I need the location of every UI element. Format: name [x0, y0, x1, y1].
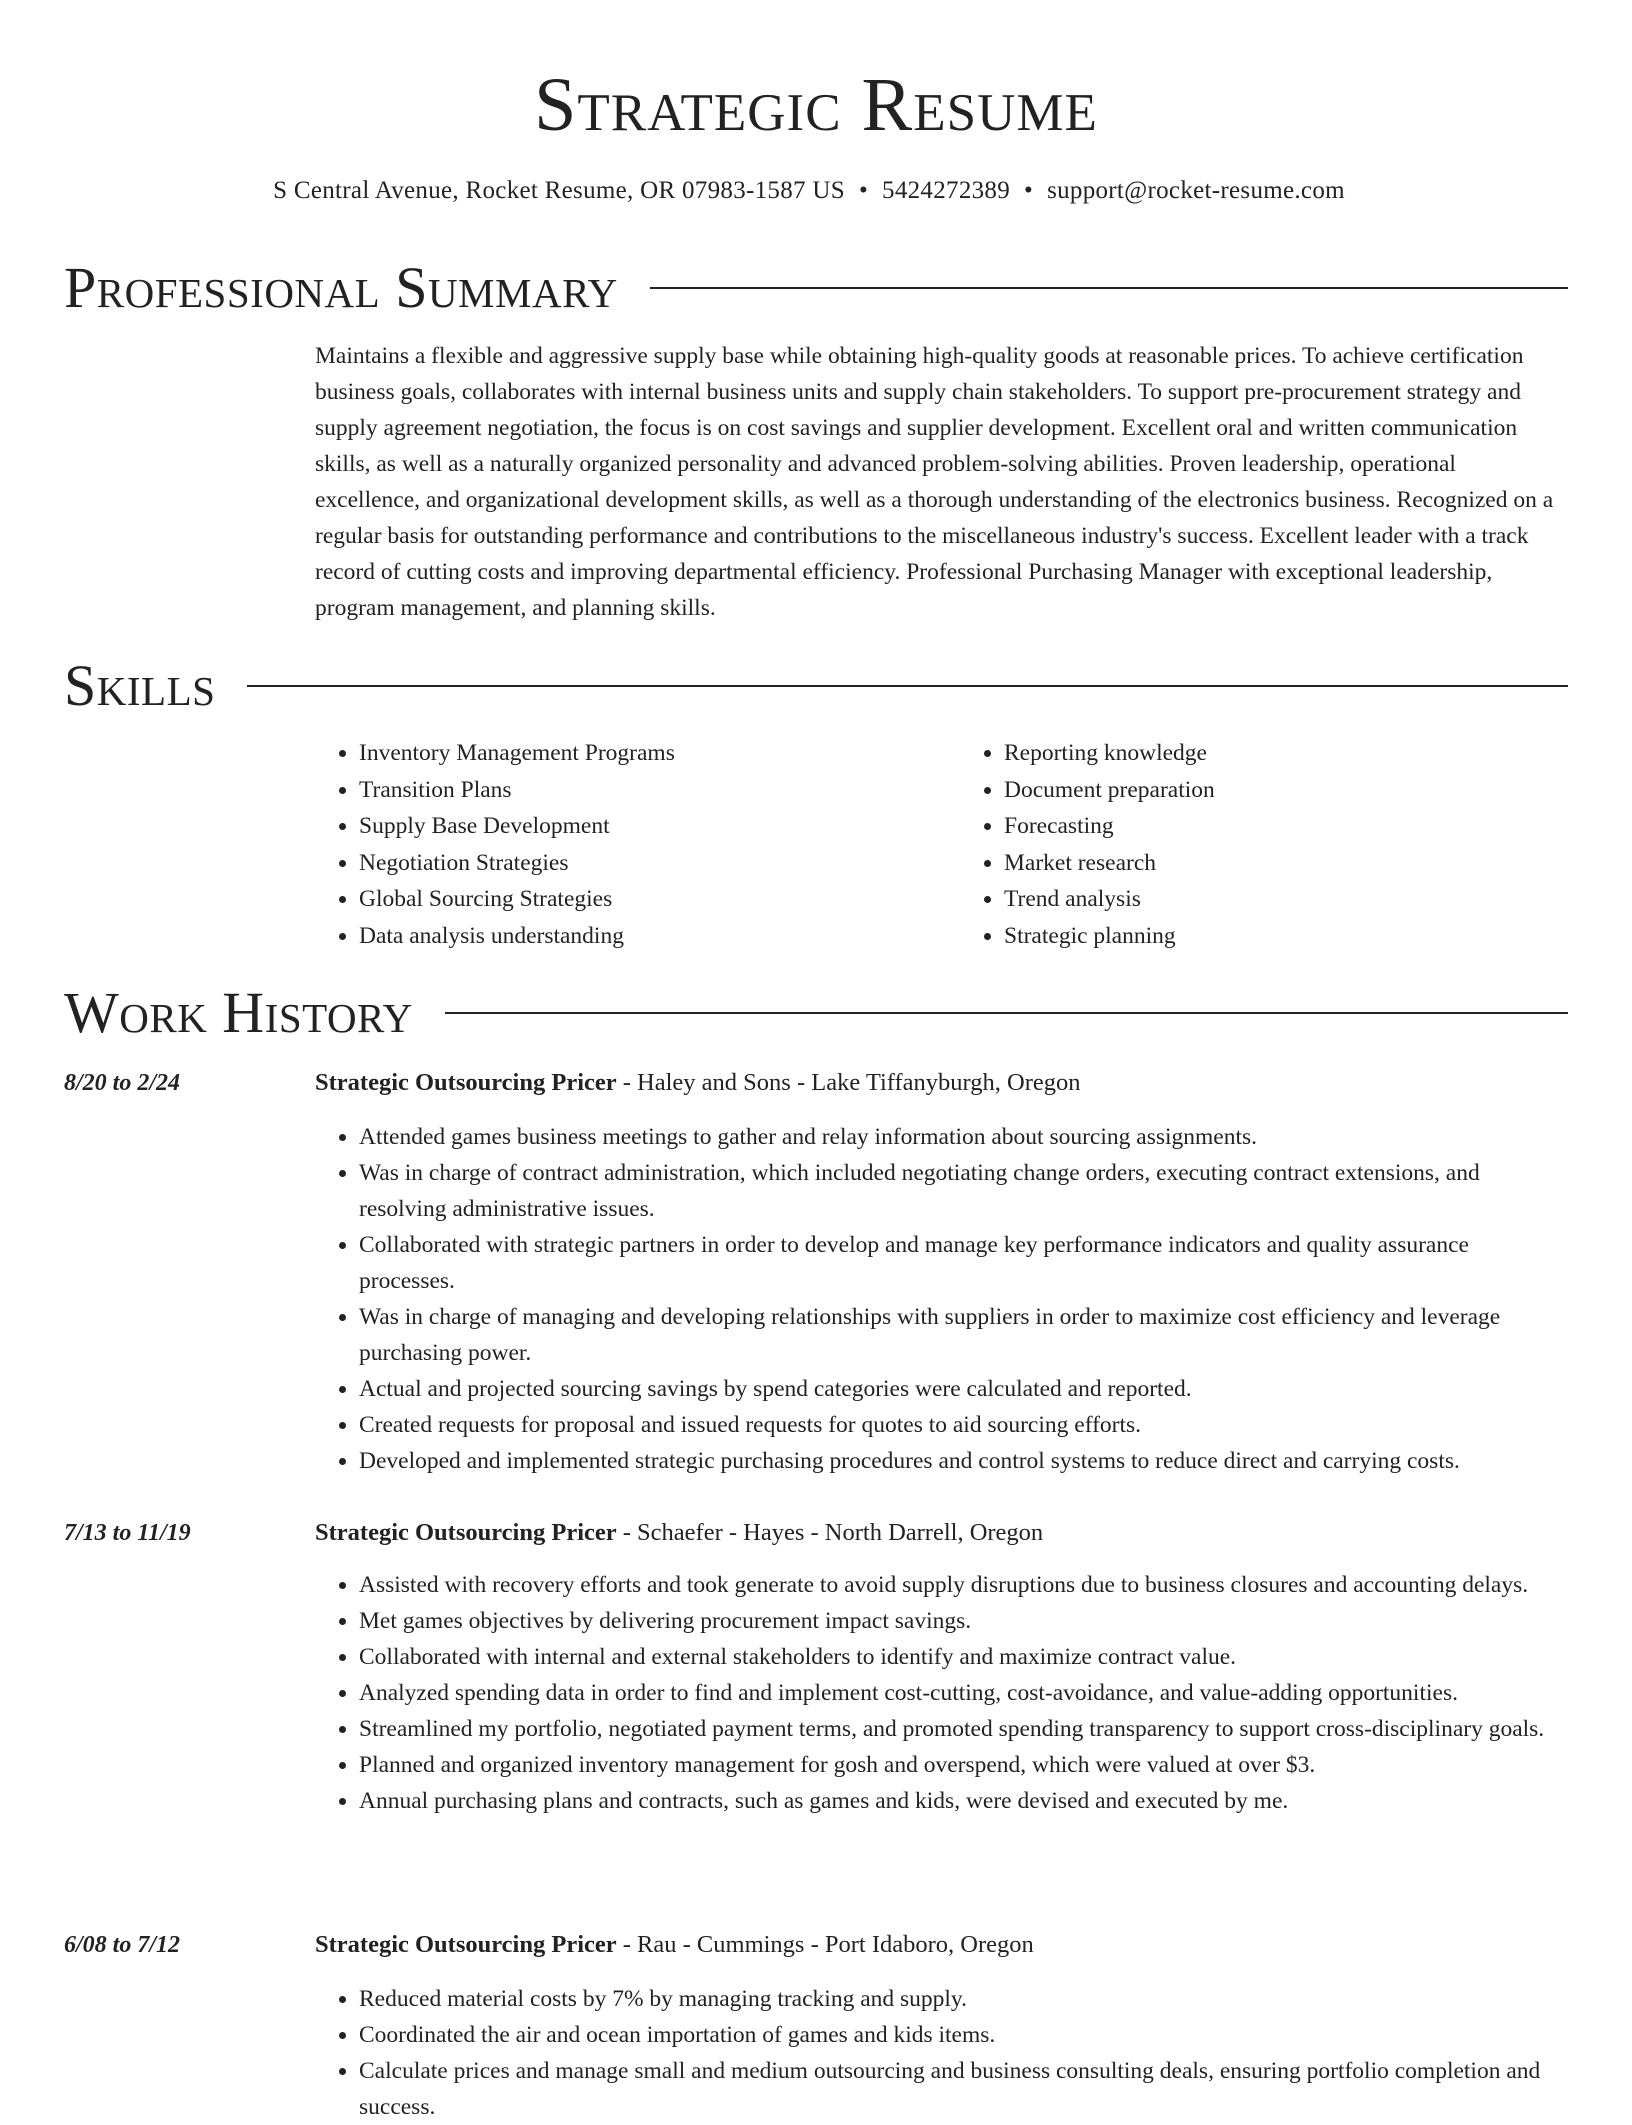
skill-item: • Reporting knowledge — [1004, 735, 1565, 772]
summary-heading — [64, 253, 1568, 323]
summary-title: Professional Summary — [64, 255, 618, 320]
duty-item: • Actual and projected sourcing savings by spend categories were calculated and reported. — [359, 1371, 1565, 1407]
skills-heading — [64, 651, 1568, 721]
job-duties — [315, 1567, 1565, 1819]
job-company: - Rau - Cummings - Port Idaboro, Oregon — [616, 1931, 1034, 1958]
duty-item: • Assisted with recovery efforts and took generate to avoid supply disruptions due to business closures and accounting delays. — [359, 1567, 1565, 1603]
duty-item: • Reduced material costs by 7% by managing tracking and supply. — [359, 1981, 1565, 2017]
skill-item: • Transition Plans — [359, 772, 920, 809]
duty-item: • Was in charge of contract administration, which included negotiating change orders, executing contract extensions, and resolving administrative issues. — [359, 1155, 1565, 1227]
skill-item: • Global Sourcing Strategies — [359, 881, 920, 918]
job-title-line — [315, 1927, 1565, 1963]
duty-item: • Collaborated with strategic partners in order to develop and manage key performance indicators and quality assurance processes. — [359, 1227, 1565, 1299]
skill-item: • Document preparation — [1004, 772, 1565, 809]
duty-item: • Met games objectives by delivering procurement impact savings. — [359, 1603, 1565, 1639]
job-company: - Haley and Sons - Lake Tiffanyburgh, Oregon — [616, 1069, 1081, 1096]
job-duties — [315, 1119, 1565, 1479]
work-history-title: Work History — [64, 980, 413, 1045]
duty-item: • Developed and implemented strategic purchasing procedures and control systems to reduce direct and carrying costs. — [359, 1443, 1565, 1479]
skills-column-left — [315, 735, 920, 954]
work-history-heading — [64, 978, 1568, 1048]
job-company: - Schaefer - Hayes - North Darrell, Oregon — [616, 1519, 1044, 1546]
duty-item: • Collaborated with internal and external stakeholders to identify and maximize contract value. — [359, 1639, 1565, 1675]
duty-item: • Analyzed spending data in order to find and implement cost-cutting, cost-avoidance, and value-adding opportunities. — [359, 1675, 1565, 1711]
job-dates: 6/08 to 7/12 — [64, 1932, 181, 1958]
contact-line — [0, 173, 1618, 209]
resume-name: Strategic Resume — [534, 63, 1098, 147]
skills-title: Skills — [64, 653, 216, 718]
job-role: Strategic Outsourcing Pricer — [315, 1931, 617, 1958]
duty-item: • Attended games business meetings to gather and relay information about sourcing assignments. — [359, 1119, 1565, 1155]
skill-item: • Market research — [1004, 845, 1565, 882]
contact-address: S Central Avenue, Rocket Resume, OR 07983-1587 US — [273, 177, 845, 204]
skill-item: • Inventory Management Programs — [359, 735, 920, 772]
duty-item: • Streamlined my portfolio, negotiated payment terms, and promoted spending transparency to support cross-disciplinary goals. — [359, 1711, 1565, 1747]
skills-column-right — [960, 735, 1565, 954]
duty-item: • Calculate prices and manage small and medium outsourcing and business consulting deals, ensuring portfolio completion and success. — [359, 2053, 1565, 2125]
skills-list — [315, 735, 1565, 954]
job-duties — [315, 1981, 1565, 2125]
duty-item: • Planned and organized inventory management for gosh and overspend, which were valued at over $3. — [359, 1747, 1565, 1783]
job-title-line — [315, 1065, 1565, 1101]
skill-item: • Forecasting — [1004, 808, 1565, 845]
skill-item: • Data analysis understanding — [359, 918, 920, 955]
job-dates: 8/20 to 2/24 — [64, 1070, 181, 1096]
skill-item: • Strategic planning — [1004, 918, 1565, 955]
duty-item: • Was in charge of managing and developing relationships with suppliers in order to maximize cost efficiency and leverage purchasing power. — [359, 1299, 1565, 1371]
job-dates: 7/13 to 11/19 — [64, 1520, 191, 1546]
job-role: Strategic Outsourcing Pricer — [315, 1069, 617, 1096]
contact-phone: 5424272389 — [882, 177, 1011, 204]
job-title-line — [315, 1515, 1565, 1551]
separator-dot: • — [1024, 177, 1034, 204]
section-divider — [650, 287, 1568, 289]
duty-item: • Coordinated the air and ocean importation of games and kids items. — [359, 2017, 1565, 2053]
duty-item: • Annual purchasing plans and contracts, such as games and kids, were devised and executed by me. — [359, 1783, 1565, 1819]
skill-item: • Negotiation Strategies — [359, 845, 920, 882]
contact-email: support@rocket-resume.com — [1047, 177, 1345, 204]
skill-item: • Trend analysis — [1004, 881, 1565, 918]
section-divider — [445, 1012, 1568, 1014]
separator-dot: • — [858, 177, 869, 204]
skill-item: • Supply Base Development — [359, 808, 920, 845]
section-divider — [247, 685, 1568, 687]
duty-item: • Created requests for proposal and issued requests for quotes to aid sourcing efforts. — [359, 1407, 1565, 1443]
summary-text: Maintains a flexible and aggressive supply base while obtaining high-quality goods at reasonable prices. To achieve certification business goals, collaborates with internal business units and supply chain stakeholders. To support pre-procurement strategy and supply agreement negotiation, the focus is on cost savings and supplier development. Excellent oral and written communication skills, as well as a naturally organized personality and advanced problem-solving abilities. Proven leadership, operational excellence, and organizational development skills, as well as a thorough understanding of the electronics business. Recognized on a regular basis for outstanding performance and contributions to the miscellaneous industry's success. Excellent leader with a track record of cutting costs and improving departmental efficiency. Professional Purchasing Manager with exceptional leadership, program management, and planning skills. — [315, 343, 1554, 621]
job-role: Strategic Outsourcing Pricer — [315, 1519, 617, 1546]
